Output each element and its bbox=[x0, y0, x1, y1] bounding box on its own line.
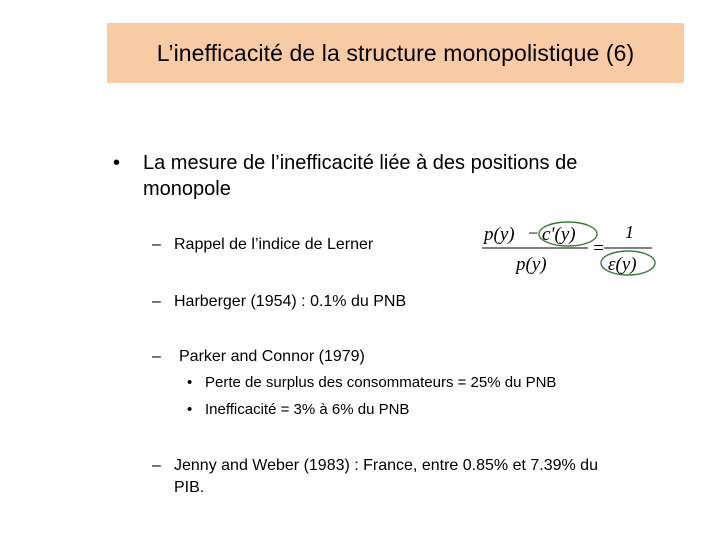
formula-minus: − bbox=[527, 223, 540, 243]
bullet-marker: • bbox=[113, 152, 121, 174]
sub-item-jenny-weber-line1: Jenny and Weber (1983) : France, entre 0.85% et 7.39% du bbox=[174, 457, 598, 474]
sub-sub-item-inefficiency: Inefficacité = 3% à 6% du PNB bbox=[205, 401, 410, 418]
title-banner bbox=[107, 23, 684, 83]
slide-title: L’inefficacité de la structure monopolistique (6) bbox=[156, 39, 635, 66]
formula-equals: = bbox=[592, 238, 605, 259]
formula-denominator: p(y) bbox=[516, 254, 547, 275]
lerner-formula bbox=[480, 218, 670, 278]
sub-item-jenny-weber-line2: PIB. bbox=[174, 479, 205, 496]
sub-item-parker-connor: Parker and Connor (1979) bbox=[179, 348, 365, 365]
sub-item-lerner: Rappel de l’indice de Lerner bbox=[174, 236, 374, 253]
formula-numerator-marginal-cost: c'(y) bbox=[542, 224, 576, 245]
dash-marker: – bbox=[152, 348, 161, 365]
sub-bullet-marker: • bbox=[187, 401, 193, 418]
dash-marker: – bbox=[152, 293, 161, 310]
sub-bullet-marker: • bbox=[187, 374, 193, 391]
dash-marker: – bbox=[152, 457, 161, 474]
main-bullet-line2: monopole bbox=[143, 178, 231, 200]
formula-rhs-numerator: 1 bbox=[625, 222, 634, 242]
sub-item-harberger: Harberger (1954) : 0.1% du PNB bbox=[174, 293, 407, 310]
formula-numerator-price: p(y) bbox=[484, 224, 515, 245]
dash-marker: – bbox=[152, 236, 161, 253]
formula-rhs-denominator: ε(y) bbox=[608, 254, 637, 275]
main-bullet-line1: La mesure de l’inefficacité liée à des positions de bbox=[143, 152, 578, 174]
sub-sub-item-surplus: Perte de surplus des consommateurs = 25% du PNB bbox=[205, 374, 557, 391]
